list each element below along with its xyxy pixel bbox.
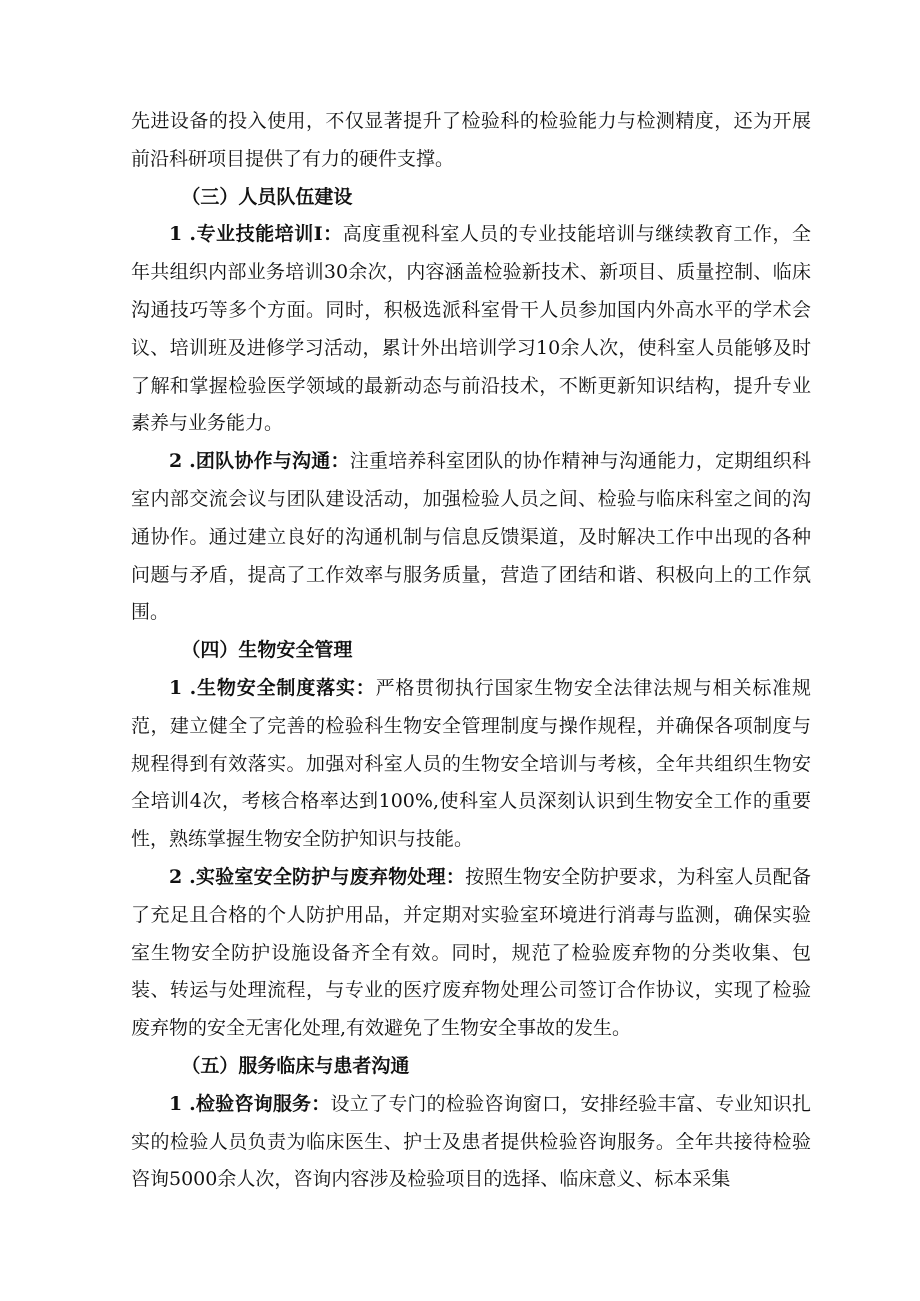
paragraph-text: 高度重视科室人员的专业技能培训与继续教育工作，全年共组织内部业务培训30余次，内容涵盖检验新技术、新项目、质量控制、临床沟通技巧等多个方面。同时，积极选派科室骨干人员参加国内外高水平的学术会议、培训班及进修学习活动，累计外出培训学习10余人次，使科室人员能够及时了解和掌握检验医学领域的最新动态与前沿技术，不断更新知识结构，提升专业素养与业务能力。 — [131, 223, 811, 435]
paragraph-lead: 1 .专业技能培训I： — [169, 223, 343, 246]
body-paragraph: 先进设备的投入使用，不仅显著提升了检验科的检验能力与检测精度，还为开展前沿科研项目提供了有力的硬件支撑。 — [131, 110, 811, 170]
paragraph-lead: 1 .生物安全制度落实： — [169, 676, 376, 699]
paragraph-lead: 2 .实验室安全防护与废弃物处理： — [169, 865, 466, 888]
body-paragraph — [131, 443, 811, 632]
paragraph-text: 设立了专门的检验咨询窗口，安排经验丰富、专业知识扎实的检验人员负责为临床医生、护士及患者提供检验咨询服务。全年共接待检验咨询5000余人次，咨询内容涉及检验项目的选择、临床意义、标本采集 — [131, 1092, 811, 1191]
paragraph-text: 按照生物安全防护要求，为科室人员配备了充足且合格的个人防护用品，并定期对实验室环境进行消毒与监测，确保实验室生物安全防护设施设备齐全有效。同时，规范了检验废弃物的分类收集、包装、转运与处理流程，与专业的医疗废弃物处理公司签订合作协议，实现了检验废弃物的安全无害化处理,有效避免了生物安全事故的发生。 — [131, 865, 811, 1040]
body-paragraph — [131, 216, 811, 443]
body-paragraph — [131, 670, 811, 859]
paragraph-text: 注重培养科室团队的协作精神与沟通能力，定期组织科室内部交流会议与团队建设活动，加强检验人员之间、检验与临床科室之间的沟通协作。通过建立良好的沟通机制与信息反馈渠道，及时解决工作中出现的各种问题与矛盾，提高了工作效率与服务质量，营造了团结和谐、积极向上的工作氛围。 — [131, 450, 811, 624]
body-paragraph — [131, 1086, 811, 1199]
paragraph-text: 严格贯彻执行国家生物安全法律法规与相关标准规范，建立健全了完善的检验科生物安全管理制度与操作规程，并确保各项制度与规程得到有效落实。加强对科室人员的生物安全培训与考核，全年共组织生物安全培训4次，考核合格率达到100%,使科室人员深刻认识到生物安全工作的重要性，熟练掌握生物安全防护知识与技能。 — [131, 676, 811, 851]
paragraph-lead: 2 .团队协作与沟通： — [169, 450, 350, 473]
section-heading: （五）服务临床与患者沟通 — [181, 1054, 410, 1077]
document-page — [131, 103, 811, 1199]
body-paragraph — [131, 859, 811, 1048]
paragraph-lead: 1 .检验咨询服务： — [169, 1092, 331, 1115]
section-heading: （四）生物安全管理 — [181, 639, 353, 662]
section-heading: （三）人员队伍建设 — [181, 185, 353, 208]
